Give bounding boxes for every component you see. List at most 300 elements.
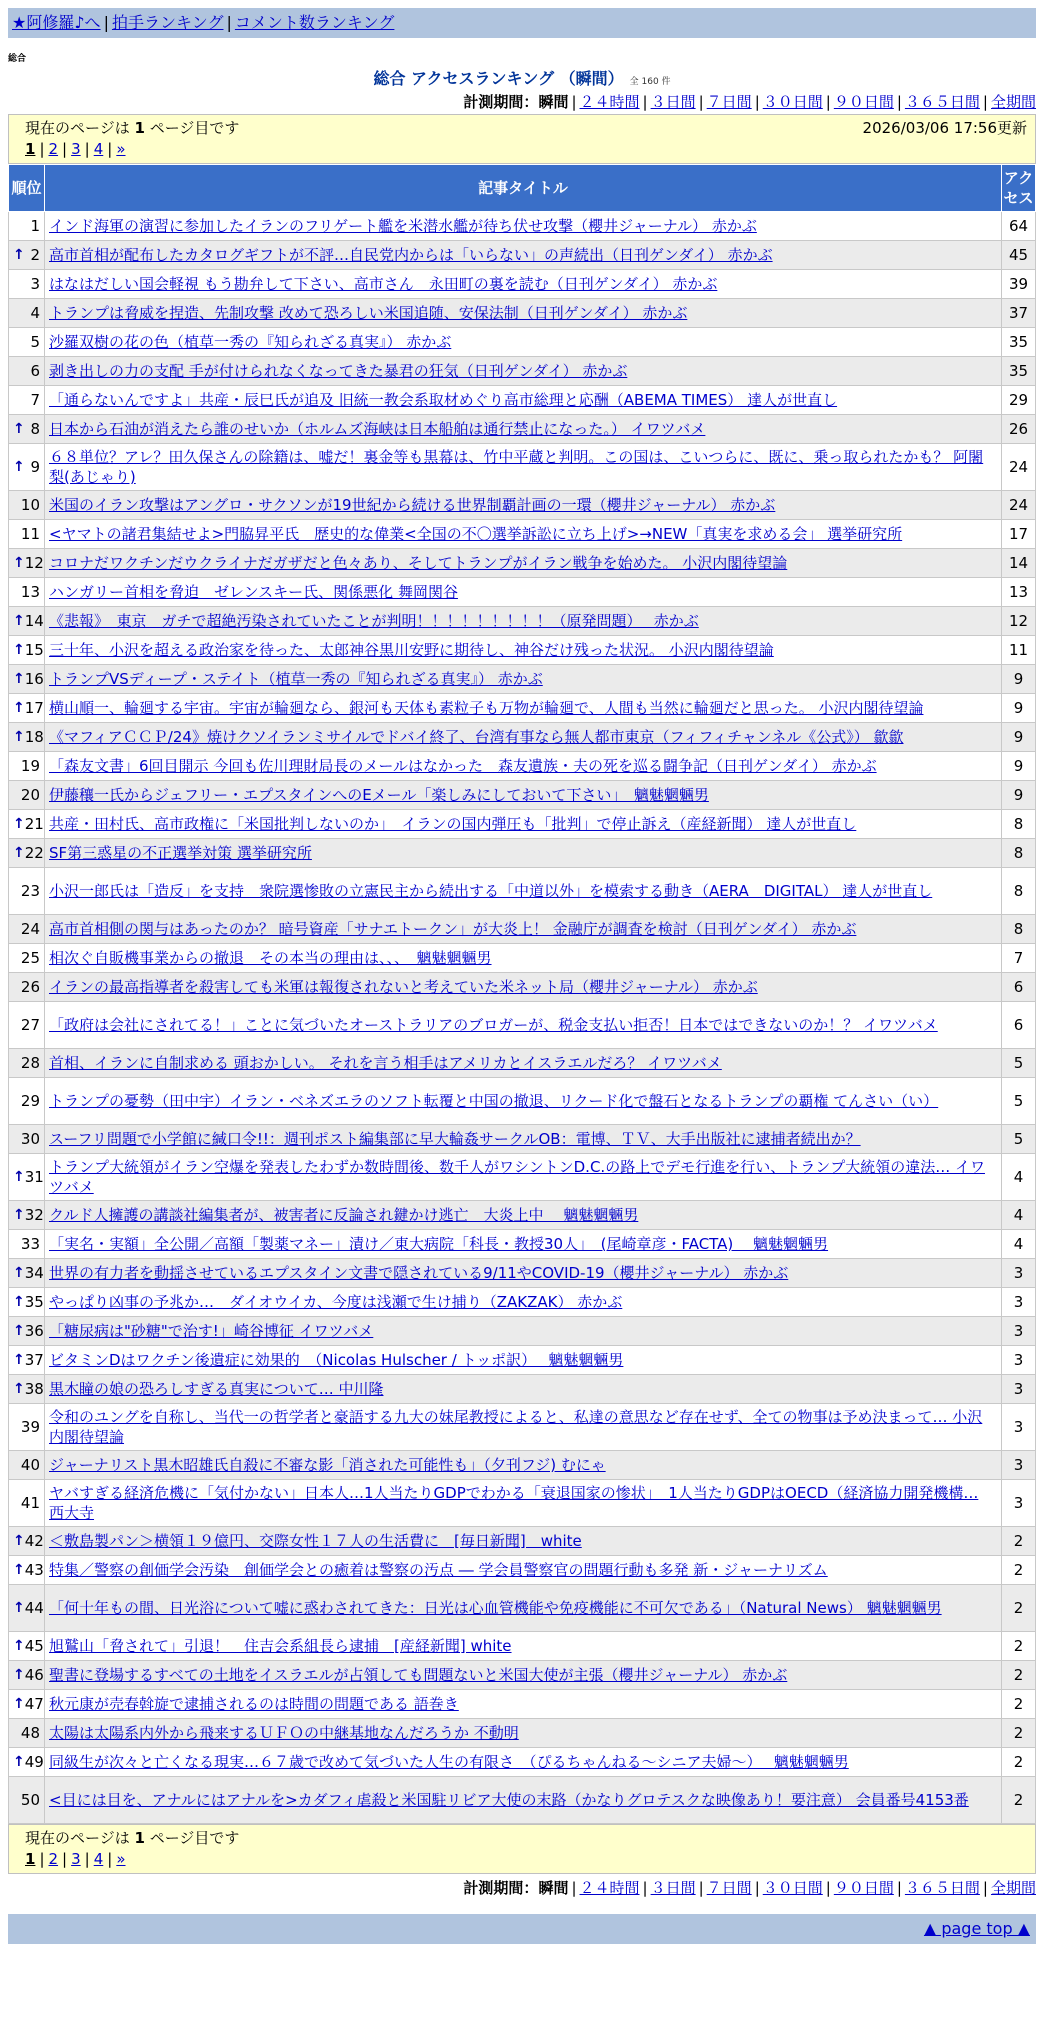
rank-cell [9, 491, 45, 520]
rank-number: 17 [24, 699, 44, 717]
table-row [9, 694, 1036, 723]
page-info-top [8, 114, 1036, 164]
article-link[interactable]: 「通らないんですよ」共産・辰巳氏が追及 旧統一教会系取材めぐり高市総理と応酬（ABEMA TIMES） 達人が世直し [49, 391, 838, 409]
title-cell [45, 1661, 1002, 1690]
title-cell [45, 1317, 1002, 1346]
rank-cell [9, 386, 45, 415]
period-link[interactable]: ９０日間 [833, 93, 894, 111]
title-cell [45, 1125, 1002, 1154]
access-count: 3 [1002, 1317, 1036, 1346]
rank-number: 27 [20, 1016, 40, 1034]
period-label: 計測期間： [463, 1879, 539, 1897]
title-cell [45, 1777, 1002, 1824]
up-arrow-icon: ↑ [13, 247, 25, 263]
rank-number: 14 [24, 612, 44, 630]
table-row [9, 665, 1036, 694]
article-link[interactable]: 秋元康が売春斡旋で逮捕されるのは時間の問題である 語巻き [49, 1695, 459, 1713]
access-count: 9 [1002, 723, 1036, 752]
article-link[interactable]: 令和のユングを自称し、当代一の哲学者と豪語する九大の妹尾教授によると、私達の意思など存在せず、全ての物事は予め決まって… 小沢内閣待望論 [49, 1408, 983, 1446]
access-count: 3 [1002, 1375, 1036, 1404]
access-count: 37 [1002, 299, 1036, 328]
article-link[interactable]: はなはだしい国会軽視 もう勘弁して下さい、高市さん 永田町の裏を読む（日刊ゲンダイ） 赤かぶ [49, 275, 718, 293]
up-arrow-icon: ↑ [13, 1638, 25, 1654]
rank-cell [9, 328, 45, 357]
up-arrow-icon: ↑ [13, 1533, 25, 1549]
title-cell [45, 328, 1002, 357]
access-count: 3 [1002, 1346, 1036, 1375]
article-link[interactable]: ビタミンDはワクチン後遺症に効果的 （Nicolas Hulscher / トッポ訳） 魑魅魍魎男 [49, 1351, 624, 1369]
rank-cell [9, 944, 45, 973]
page-link[interactable]: » [116, 1850, 126, 1868]
article-link[interactable]: ハンガリー首相を脅迫 ゼレンスキー氏、関係悪化 舞岡関谷 [49, 583, 458, 601]
up-arrow-icon: ↑ [13, 1294, 25, 1310]
access-count: 8 [1002, 915, 1036, 944]
period-link[interactable]: ２４時間 [579, 1879, 640, 1897]
up-arrow-icon: ↑ [13, 1562, 25, 1578]
page-link[interactable]: » [116, 140, 126, 158]
title-cell [45, 241, 1002, 270]
title-cell [45, 549, 1002, 578]
up-arrow-icon: ↑ [13, 1696, 25, 1712]
article-link[interactable]: 世界の有力者を動揺させているエプスタイン文書で隠されている9/11やCOVID-19（櫻井ジャーナル） 赤かぶ [49, 1264, 789, 1282]
access-count: 3 [1002, 1404, 1036, 1451]
access-count: 2 [1002, 1632, 1036, 1661]
article-link[interactable]: 沙羅双樹の花の色（植草一秀の『知られざる真実』） 赤かぶ [49, 333, 452, 351]
title-cell [45, 357, 1002, 386]
rank-number: 41 [20, 1494, 40, 1512]
article-link[interactable]: スーフリ問題で小学館に緘口令!!：週刊ポスト編集部に早大輪姦サークルOB：電博、ＴＶ、大手出版社に逮捕者続出か？ [49, 1130, 861, 1148]
ranking-table [8, 164, 1036, 1824]
period-separator: | [754, 93, 760, 111]
rank-cell [9, 1585, 45, 1632]
rank-cell [9, 1288, 45, 1317]
page-title-text: 総合 アクセスランキング （瞬間） [373, 69, 624, 88]
rank-number: 4 [30, 304, 40, 322]
rank-cell [9, 1777, 45, 1824]
rank-cell [9, 578, 45, 607]
rank-number: 18 [24, 728, 44, 746]
article-link[interactable]: 日本から石油が消えたら誰のせいか（ホルムズ海峡は日本船舶は通行禁止になった。） イワツバメ [49, 420, 706, 438]
access-count: 6 [1002, 973, 1036, 1002]
period-link[interactable]: ３６５日間 [904, 1879, 980, 1897]
rank-cell [9, 810, 45, 839]
period-current: 瞬間 [538, 93, 569, 111]
rank-cell [9, 357, 45, 386]
article-link[interactable]: 共産・田村氏、高市政権に「米国批判しないのか」 イランの国内弾圧も「批判」で停止訴え（産経新聞） 達人が世直し [49, 815, 857, 833]
page-status [25, 1827, 239, 1849]
rank-cell [9, 520, 45, 549]
rank-cell [9, 752, 45, 781]
access-count: 45 [1002, 241, 1036, 270]
table-row [9, 1375, 1036, 1404]
access-count: 24 [1002, 491, 1036, 520]
table-row [9, 1125, 1036, 1154]
access-count: 24 [1002, 444, 1036, 491]
rank-number: 19 [20, 757, 40, 775]
access-count: 3 [1002, 1451, 1036, 1480]
title-cell [45, 944, 1002, 973]
period-separator: | [825, 93, 831, 111]
title-cell [45, 1556, 1002, 1585]
table-row [9, 1201, 1036, 1230]
article-link[interactable]: トランプ大統領がイラン空爆を発表したわずか数時間後、数千人がワシントンD.C.の路上でデモ行進を行い、トランプ大統領の違法… イワツバメ [49, 1158, 985, 1196]
clap-ranking-link[interactable]: 拍手ランキング [111, 13, 224, 32]
nav-separator: | [103, 13, 109, 32]
title-cell [45, 636, 1002, 665]
rank-cell [9, 665, 45, 694]
table-row [9, 636, 1036, 665]
table-row [9, 357, 1036, 386]
up-arrow-icon: ↑ [13, 1169, 25, 1185]
table-row [9, 944, 1036, 973]
title-cell [45, 1527, 1002, 1556]
table-row [9, 1556, 1036, 1585]
page-link[interactable]: 4 [93, 1850, 104, 1868]
rank-number: 37 [24, 1351, 44, 1369]
table-row [9, 1748, 1036, 1777]
rank-cell [9, 1049, 45, 1078]
title-cell [45, 973, 1002, 1002]
title-cell [45, 810, 1002, 839]
article-link[interactable]: トランプの憂勢（田中宇）イラン・ベネズエラのソフト転覆と中国の撤退、リクード化で盤石となるトランプの覇権 てんさい（い） [49, 1092, 939, 1110]
article-link[interactable]: ６８単位？アレ？田久保さんの除籍は、嘘だ！裏金等も黒幕は、竹中平蔵と判明。この国は、こいつらに、既に、乗っ取られたかも？ 阿闍梨(あじゃり) [49, 448, 984, 486]
period-link[interactable]: ３０日間 [762, 93, 823, 111]
rank-cell [9, 781, 45, 810]
up-arrow-icon: ↑ [13, 1667, 25, 1683]
up-arrow-icon: ↑ [13, 459, 25, 475]
pagination [25, 139, 1027, 159]
rank-cell [9, 1451, 45, 1480]
access-count: 7 [1002, 944, 1036, 973]
page-status-suffix: ページ目です [149, 119, 240, 137]
rank-number: 25 [20, 949, 40, 967]
page-status-number: 1 [134, 119, 145, 137]
rank-number: 33 [20, 1235, 40, 1253]
access-count: 5 [1002, 1125, 1036, 1154]
up-arrow-icon: ↑ [13, 1323, 25, 1339]
table-row [9, 1719, 1036, 1748]
table-row [9, 549, 1036, 578]
access-count: 4 [1002, 1230, 1036, 1259]
rank-number: 38 [24, 1380, 44, 1398]
table-row [9, 1632, 1036, 1661]
rank-cell [9, 1632, 45, 1661]
up-arrow-icon: ↑ [13, 1381, 25, 1397]
access-count: 4 [1002, 1201, 1036, 1230]
rank-cell [9, 973, 45, 1002]
rank-number: 20 [20, 786, 40, 804]
article-link[interactable]: 「実名・実額」全公開／高額「製薬マネー」漬け／東大病院「科長・教授30人」 (尾崎章彦・FACTA) 魑魅魍魎男 [49, 1235, 829, 1253]
period-selector-bottom [8, 1876, 1036, 1900]
period-link[interactable]: ３日間 [650, 1879, 696, 1897]
table-row [9, 810, 1036, 839]
period-link[interactable]: ２４時間 [579, 93, 640, 111]
rank-cell [9, 1125, 45, 1154]
rank-number: 32 [24, 1206, 44, 1224]
total-count: 全 160 件 [629, 77, 671, 87]
period-link[interactable]: ３６５日間 [904, 93, 980, 111]
access-count: 6 [1002, 1002, 1036, 1049]
article-link[interactable]: 《マフィアＣＣＰ/24》焼けクソイランミサイルでドバイ終了、台湾有事なら無人都市東京（フィフィチャンネル《公式》） 歙歙 [49, 728, 904, 746]
period-link[interactable]: 全期間 [990, 1879, 1036, 1897]
period-separator: | [571, 93, 577, 111]
period-separator: | [982, 1879, 988, 1897]
rank-cell [9, 1480, 45, 1527]
rank-cell [9, 607, 45, 636]
table-row [9, 520, 1036, 549]
article-link[interactable]: 黒木瞳の娘の恐ろしすぎる真実について… 中川隆 [49, 1380, 384, 1398]
table-row [9, 415, 1036, 444]
article-link[interactable]: 「森友文書」6回目開示 今回も佐川理財局長のメールはなかった 森友遺族・夫の死を巡る闘争記（日刊ゲンダイ） 赤かぶ [49, 757, 877, 775]
article-link[interactable]: 三十年、小沢を超える政治家を待った、太郎神谷黒川安野に期待し、神谷だけ残った状況。 小沢内閣待望論 [49, 641, 774, 659]
category-label: 総合 [8, 54, 27, 64]
period-separator: | [698, 1879, 704, 1897]
page-status-number: 1 [134, 1829, 145, 1847]
rank-cell [9, 1719, 45, 1748]
title-cell [45, 1201, 1002, 1230]
access-count: 64 [1002, 212, 1036, 241]
article-link[interactable]: 同級生が次々と亡くなる現実…６７歳で改めて気づいた人生の有限さ （ぴるちゃんねる～シニア夫婦～） 魑魅魍魎男 [49, 1753, 849, 1771]
article-link[interactable]: 「糖尿病は"砂糖"で治す!」崎谷博征 イワツバメ [49, 1322, 374, 1340]
page-separator: | [62, 140, 68, 158]
access-count: 2 [1002, 1690, 1036, 1719]
article-link[interactable]: 相次ぐ自販機事業からの撤退 その本当の理由は、、、 魑魅魍魎男 [49, 949, 492, 967]
article-link[interactable]: 高市首相側の関与はあったのか？ 暗号資産「サナエトークン」が大炎上！ 金融庁が調査を検討（日刊ゲンダイ） 赤かぶ [49, 920, 857, 938]
rank-cell [9, 694, 45, 723]
article-link[interactable]: トランプVSディープ・ステイト（植草一秀の『知られざる真実』） 赤かぶ [49, 670, 543, 688]
article-link[interactable]: <ヤマトの諸君集結せよ>門脇昇平氏 歴史的な偉業<全国の不〇選挙訴訟に立ち上げ>→NEW「真実を求める会」 選挙研究所 [49, 525, 903, 543]
up-arrow-icon: ↑ [13, 642, 25, 658]
table-row [9, 868, 1036, 915]
home-link[interactable]: ★阿修羅♪へ [12, 13, 101, 32]
title-cell [45, 1585, 1002, 1632]
period-link[interactable]: ３日間 [650, 93, 696, 111]
article-link[interactable]: <目には目を、アナルにはアナルを>カダフィ虐殺と米国駐リビア大使の末路（かなりグロテスクな映像あり！要注意） 会員番号4153番 [49, 1791, 969, 1809]
article-link[interactable]: 《悲報》 東京 ガチで超絶汚染されていたことが判明！！！！！！！！！（原発問題） 赤かぶ [49, 612, 699, 630]
access-count: 2 [1002, 1585, 1036, 1632]
up-arrow-icon: ↑ [13, 1207, 25, 1223]
article-link[interactable]: やっぱり凶事の予兆か… ダイオウイカ、今度は浅瀬で生け捕り（ZAKZAK） 赤かぶ [49, 1293, 623, 1311]
page-status-prefix: 現在のページは [25, 119, 130, 137]
period-separator: | [642, 93, 648, 111]
title-cell [45, 1451, 1002, 1480]
period-separator: | [825, 1879, 831, 1897]
page-separator: | [84, 1850, 90, 1868]
rank-cell [9, 1346, 45, 1375]
period-link[interactable]: ９０日間 [833, 1879, 894, 1897]
table-row [9, 781, 1036, 810]
title-cell [45, 415, 1002, 444]
rank-number: 39 [20, 1418, 40, 1436]
title-cell [45, 1719, 1002, 1748]
title-cell [45, 444, 1002, 491]
rank-number: 12 [24, 554, 44, 572]
table-row [9, 1480, 1036, 1527]
access-count: 5 [1002, 1078, 1036, 1125]
top-nav-bar [8, 8, 1036, 38]
title-cell [45, 1480, 1002, 1527]
access-count: 9 [1002, 694, 1036, 723]
page-top-link[interactable]: ▲ page top ▲ [923, 1919, 1030, 1938]
rank-cell [9, 723, 45, 752]
page-link[interactable]: 3 [71, 140, 81, 158]
up-arrow-icon: ↑ [13, 555, 25, 571]
rank-number: 13 [20, 583, 40, 601]
table-row [9, 444, 1036, 491]
rank-number: 9 [30, 458, 40, 476]
rank-number: 22 [24, 844, 44, 862]
page-link[interactable]: 2 [48, 140, 59, 158]
page-link[interactable]: 3 [71, 1850, 81, 1868]
table-row [9, 1288, 1036, 1317]
rank-cell [9, 241, 45, 270]
rank-number: 45 [24, 1637, 44, 1655]
access-count: 17 [1002, 520, 1036, 549]
table-row [9, 1346, 1036, 1375]
article-link[interactable]: 旭鷲山「脅されて」引退！ 住吉会系組長ら逮捕 [産経新聞] white [49, 1637, 512, 1655]
rank-cell [9, 1002, 45, 1049]
table-row [9, 578, 1036, 607]
table-row [9, 270, 1036, 299]
page-status-suffix: ページ目です [149, 1829, 240, 1847]
rank-number: 10 [20, 496, 40, 514]
rank-number: 6 [30, 362, 40, 380]
access-count: 39 [1002, 270, 1036, 299]
access-count: 3 [1002, 1288, 1036, 1317]
period-current: 瞬間 [538, 1879, 569, 1897]
article-link[interactable]: 首相、イランに自制求める 頭おかしい。 それを言う相手はアメリカとイスラエルだろ？ イワツバメ [49, 1054, 722, 1072]
access-count: 4 [1002, 1154, 1036, 1201]
page-separator: | [62, 1850, 68, 1868]
access-count: 26 [1002, 415, 1036, 444]
page-separator: | [39, 1850, 45, 1868]
page-status-row [25, 1827, 1027, 1849]
article-link[interactable]: 聖書に登場するすべての土地をイスラエルが占領しても問題ないと米国大使が主張（櫻井ジャーナル） 赤かぶ [49, 1666, 788, 1684]
article-link[interactable]: トランプは脅威を捏造、先制攻撃 改めて恐ろしい米国追随、安保法制（日刊ゲンダイ） 赤かぶ [49, 304, 688, 322]
title-cell [45, 1690, 1002, 1719]
rank-cell [9, 1661, 45, 1690]
footer-bar [8, 1914, 1036, 1944]
article-link[interactable]: コロナだワクチンだウクライナだガザだと色々あり、そしてトランプがイラン戦争を始めた。 小沢内閣待望論 [49, 554, 788, 572]
table-row [9, 752, 1036, 781]
table-row [9, 1404, 1036, 1451]
rank-cell [9, 868, 45, 915]
access-count: 3 [1002, 1259, 1036, 1288]
article-link[interactable]: 「政府は会社にされてる！」ことに気づいたオーストラリアのブロガーが、税金支払い拒否！日本ではできないのか！？ イワツバメ [49, 1016, 938, 1034]
article-link[interactable]: インド海軍の演習に参加したイランのフリゲート艦を米潜水艦が待ち伏せ攻撃（櫻井ジャーナル） 赤かぶ [49, 217, 757, 235]
access-count: 2 [1002, 1527, 1036, 1556]
access-count: 8 [1002, 839, 1036, 868]
up-arrow-icon: ↑ [13, 845, 25, 861]
rank-number: 48 [20, 1724, 40, 1742]
rank-number: 46 [24, 1666, 44, 1684]
page-separator: | [39, 140, 45, 158]
title-cell [45, 1049, 1002, 1078]
table-row [9, 386, 1036, 415]
rank-cell [9, 1748, 45, 1777]
access-count: 35 [1002, 328, 1036, 357]
table-row [9, 607, 1036, 636]
access-count: 8 [1002, 810, 1036, 839]
article-link[interactable]: 剥き出しの力の支配 手が付けられなくなってきた暴君の狂気（日刊ゲンダイ） 赤かぶ [49, 362, 628, 380]
table-row [9, 973, 1036, 1002]
rank-number: 35 [24, 1293, 44, 1311]
table-row [9, 299, 1036, 328]
article-link[interactable]: イランの最高指導者を殺害しても米軍は報復されないと考えていた米ネット局（櫻井ジャーナル） 赤かぶ [49, 978, 758, 996]
article-link[interactable]: 太陽は太陽系内外から飛来するＵＦＯの中継基地なんだろうか 不動明 [49, 1724, 519, 1742]
table-row [9, 1661, 1036, 1690]
period-link[interactable]: ７日間 [706, 1879, 752, 1897]
title-cell [45, 491, 1002, 520]
rank-cell [9, 270, 45, 299]
article-link[interactable]: 高市首相が配布したカタログギフトが不評…自民党内からは「いらない」の声続出（日刊ゲンダイ） 赤かぶ [49, 246, 773, 264]
access-count: 2 [1002, 1661, 1036, 1690]
access-count: 9 [1002, 752, 1036, 781]
up-arrow-icon: ↑ [13, 1265, 25, 1281]
article-link[interactable]: SF第三惑星の不正選挙対策 選挙研究所 [49, 844, 312, 862]
article-link[interactable]: 横山順一、輪廻する宇宙。宇宙が輪廻なら、銀河も天体も素粒子も万物が輪廻で、人間も当然に輪廻だと思った。 小沢内閣待望論 [49, 699, 924, 717]
rank-cell [9, 1375, 45, 1404]
access-header: アクセス [1002, 165, 1036, 212]
title-cell [45, 520, 1002, 549]
period-link[interactable]: ３０日間 [762, 1879, 823, 1897]
rank-cell [9, 1201, 45, 1230]
period-link[interactable]: ７日間 [706, 93, 752, 111]
updated-time: 2026/03/06 17:56更新 [862, 119, 1027, 137]
access-count: 13 [1002, 578, 1036, 607]
article-link[interactable]: ジャーナリスト黒木昭雄氏自殺に不審な影「消された可能性も」（夕刊フジ) むにゃ [49, 1456, 606, 1474]
access-count: 35 [1002, 357, 1036, 386]
page-status [25, 117, 239, 139]
article-link[interactable]: 特集／警察の創価学会汚染 創価学会との癒着は警察の汚点 ― 学会員警察官の問題行動も多発 新・ジャーナリズム [49, 1561, 828, 1579]
rank-number: 40 [20, 1456, 40, 1474]
article-link[interactable]: 「何十年もの間、日光浴について嘘に惑わされてきた：日光は心血管機能や免疫機能に不可欠である」（Natural News） 魑魅魍魎男 [49, 1599, 942, 1617]
page-status-row [25, 117, 1027, 139]
rank-number: 3 [30, 275, 40, 293]
rank-number: 11 [20, 525, 40, 543]
table-row [9, 1690, 1036, 1719]
up-arrow-icon: ↑ [13, 613, 25, 629]
title-header: 記事タイトル [45, 165, 1002, 212]
rank-cell [9, 636, 45, 665]
title-cell [45, 1259, 1002, 1288]
page-link[interactable]: 4 [93, 140, 104, 158]
period-separator: | [642, 1879, 648, 1897]
comment-ranking-link[interactable]: コメント数ランキング [234, 13, 395, 32]
access-count: 29 [1002, 386, 1036, 415]
period-separator: | [571, 1879, 577, 1897]
page-link[interactable]: 2 [48, 1850, 59, 1868]
page-separator: | [107, 140, 113, 158]
access-count: 8 [1002, 868, 1036, 915]
article-link[interactable]: ＜敷島製パン＞横領１９億円、交際女性１７人の生活費に [毎日新聞] white [49, 1532, 582, 1550]
page-title [8, 68, 1036, 90]
article-link[interactable]: ヤバすぎる経済危機に「気付かない」日本人…1人当たりGDPでわかる「衰退国家の惨状」 1人当たりGDPはOECD（経済協力開発機構… 西大寺 [49, 1484, 979, 1522]
article-link[interactable]: 米国のイラン攻撃はアングロ・サクソンが19世紀から続ける世界制覇計画の一環（櫻井ジャーナル） 赤かぶ [49, 496, 776, 514]
article-link[interactable]: クルド人擁護の講談社編集者が、被害者に反論され鍵かけ逃亡 大炎上中 魑魅魍魎男 [49, 1206, 639, 1224]
table-row [9, 1317, 1036, 1346]
table-row [9, 491, 1036, 520]
article-link[interactable]: 小沢一郎氏は「造反」を支持 衆院選惨敗の立憲民主から続出する「中道以外」を模索する動き（AERA DIGITAL） 達人が世直し [49, 882, 933, 900]
page-status-prefix: 現在のページは [25, 1829, 130, 1847]
article-link[interactable]: 伊藤穰一氏からジェフリー・エプスタインへのEメール「楽しみにしておいて下さい」 魑魅魍魎男 [49, 786, 709, 804]
access-count: 2 [1002, 1777, 1036, 1824]
rank-number: 7 [30, 391, 40, 409]
up-arrow-icon: ↑ [13, 1352, 25, 1368]
period-link[interactable]: 全期間 [990, 93, 1036, 111]
up-arrow-icon: ↑ [13, 421, 25, 437]
rank-number: 50 [20, 1791, 40, 1809]
